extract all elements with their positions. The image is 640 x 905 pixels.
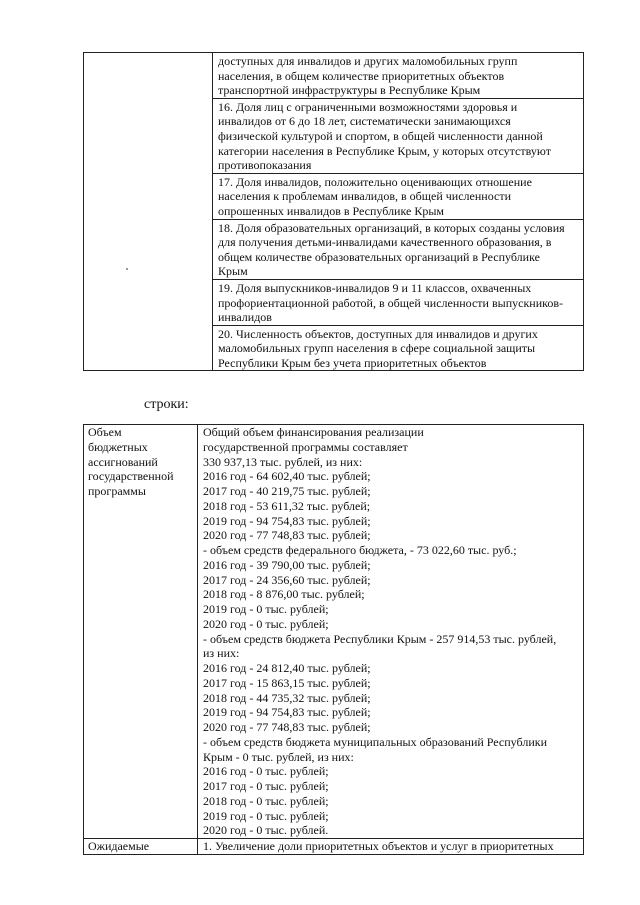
table-row xyxy=(84,53,584,99)
indicator-cell: 20. Численность объектов, доступных для инвалидов и других маломобильных групп населения в сфере социальной защиты Республики Крым без учета приоритетных объектов xyxy=(213,325,584,371)
funding-table xyxy=(83,424,584,855)
funding-label-cell: Объем бюджетных ассигнований государственной программы xyxy=(84,425,198,839)
table-row xyxy=(84,839,584,855)
indicators-table xyxy=(83,52,584,371)
scan-speck xyxy=(126,268,128,270)
indicator-cell: 19. Доля выпускников-инвалидов 9 и 11 классов, охваченных профориентационной работой, в общей численности выпускников- инвалидов xyxy=(213,279,584,325)
indicator-cell: 16. Доля лиц с ограниченными возможностями здоровья и инвалидов от 6 до 18 лет, систематически занимающихся физической культурой и спортом, в общей численности данной категории населения в Республике Крым, у которых отсутствуют противопоказания xyxy=(213,98,584,173)
funding-content-cell: Общий объем финансирования реализации государственной программы составляет 330 937,13 тыс. рублей, из них: 2016 год - 64 602,40 тыс. рублей; 2017 год - 40 219,75 тыс. рублей; 2018 год - 53 611,32 тыс. рублей; 2019 год - 94 754,83 тыс. рублей; 2020 год - 77 748,83 тыс. рублей; - объем средств федерального бюджета, - 73 022,60 тыс. руб.; 2016 год - 39 790,00 тыс. рублей; 2017 год - 24 356,60 тыс. рублей; 2018 год - 8 876,00 тыс. рублей; 2019 год - 0 тыс. рублей; 2020 год - 0 тыс. рублей; - объем средств бюджета Республики Крым - 257 914,53 тыс. рублей, из них: 2016 год - 24 812,40 тыс. рублей; 2017 год - 15 863,15 тыс. рублей; 2018 год - 44 735,32 тыс. рублей; 2019 год - 94 754,83 тыс. рублей; 2020 год - 77 748,83 тыс. рублей; - объем средств бюджета муниципальных образований Республики Крым - 0 тыс. рублей, из них: 2016 год - 0 тыс. рублей; 2017 год - 0 тыс. рублей; 2018 год - 0 тыс. рублей; 2019 год - 0 тыс. рублей; 2020 год - 0 тыс. рублей. xyxy=(198,425,584,839)
expected-content-cell: 1. Увеличение доли приоритетных объектов и услуг в приоритетных xyxy=(198,839,584,855)
indicator-cell: доступных для инвалидов и других маломобильных групп населения, в общем количестве приоритетных объектов транспортной инфраструктуры в Республике Крым xyxy=(213,53,584,99)
table-row xyxy=(84,425,584,839)
indicator-cell: 17. Доля инвалидов, положительно оценивающих отношение населения к проблемам инвалидов, в общей численности опрошенных инвалидов в Республике Крым xyxy=(213,173,584,219)
indicator-cell: 18. Доля образовательных организаций, в которых созданы условия для получения детьми-инвалидами качественного образования, в общем количестве образовательных организаций в Республике Крым xyxy=(213,219,584,279)
intro-text: строки: xyxy=(144,397,189,412)
empty-label-cell xyxy=(84,53,213,371)
expected-label-cell: Ожидаемые xyxy=(84,839,198,855)
